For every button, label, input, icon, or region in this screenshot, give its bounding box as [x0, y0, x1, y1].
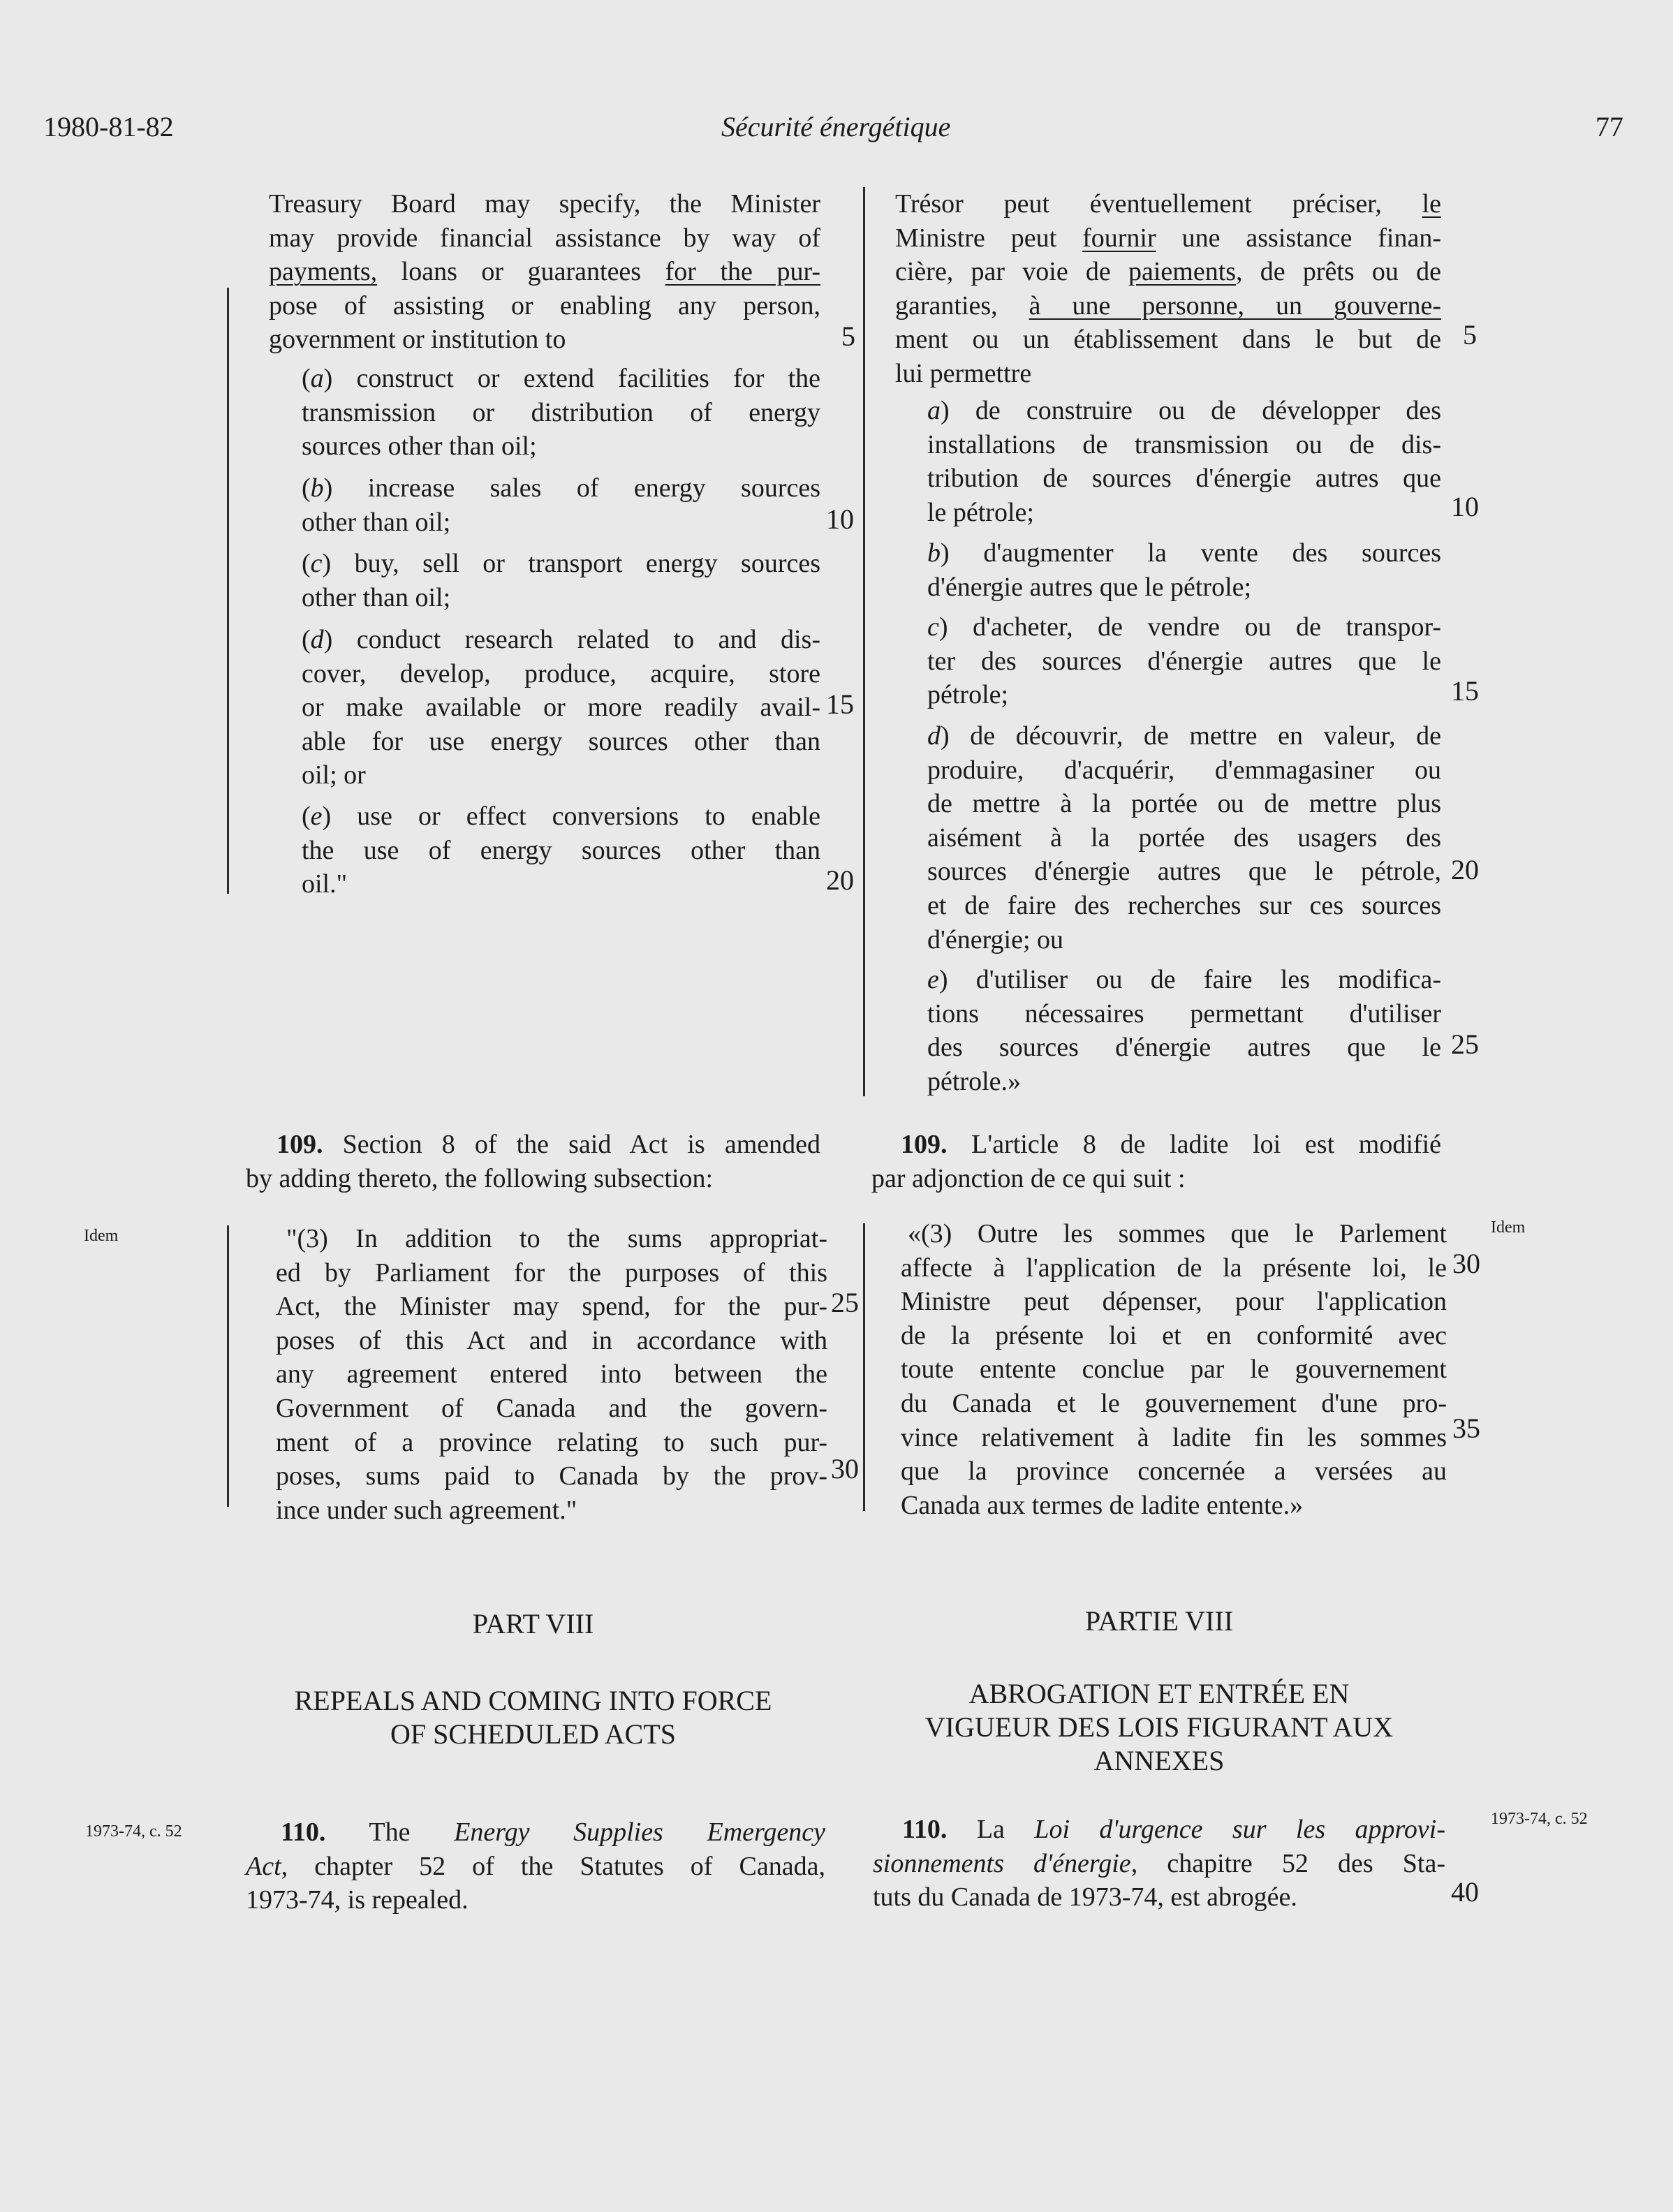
fr-s109-intro	[871, 1128, 1441, 1195]
en-item-line: other than oil;	[302, 507, 451, 537]
en-item-line: oil."	[302, 869, 348, 899]
en-s109-line: ince under such agreement."	[276, 1495, 577, 1525]
en-item-e	[302, 799, 820, 901]
en-s109-line: Act, the Minister may spend, for the pur-	[276, 1292, 827, 1322]
en-item-line: oil; or	[302, 760, 366, 790]
revision-bar	[227, 288, 229, 894]
fr-item-line: sources d'énergie autres que le pétrole,	[927, 857, 1441, 887]
fr-intro-line: ment ou un établissement dans le but de	[895, 325, 1441, 355]
en-s110-line: Act, chapter 52 of the Statutes of Canada,	[246, 1851, 825, 1881]
fr-s110-line: tuts du Canada de 1973-74, est abrogée.	[873, 1882, 1297, 1912]
fr-item-c	[927, 610, 1441, 712]
fr-s109-line: vince relativement à ladite fin les sommes	[901, 1422, 1447, 1452]
fr-item-line: ter des sources d'énergie autres que le	[927, 646, 1441, 676]
en-s109-line: ed by Parliament for the purposes of this	[276, 1258, 827, 1288]
en-s109-line: ment of a province relating to such pur-	[276, 1427, 827, 1457]
en-s110-line: 1973-74, is repealed.	[246, 1885, 469, 1915]
fr-item-line: a) de construire ou de développer des	[927, 396, 1441, 425]
en-part-number: PART VIII	[472, 1608, 594, 1639]
fr-s109-line: de la présente loi et en conformité avec	[901, 1320, 1447, 1350]
fr-intro-line: garanties, à une personne, un gouverne-	[895, 290, 1442, 320]
margin-note-ref: 1973-74, c. 52	[1491, 1810, 1588, 1828]
en-item-line: (a) construct or extend facilities for the	[302, 364, 820, 393]
fr-s110-line: sionnements d'énergie, chapitre 52 des Sta-	[873, 1848, 1446, 1878]
en-item-line: (d) conduct research related to and dis-	[302, 625, 820, 654]
en-item-line: transmission or distribution of energy	[302, 397, 820, 427]
fr-item-line: tribution de sources d'énergie autres que	[927, 464, 1441, 494]
fr-intro	[895, 187, 1441, 391]
page-number: 77	[1595, 111, 1623, 142]
en-s109-line: poses of this Act and in accordance with	[276, 1325, 827, 1355]
en-item-line: cover, develop, produce, acquire, store	[302, 658, 820, 688]
line-number: 15	[826, 688, 854, 720]
en-s109-line: poses, sums paid to Canada by the prov-	[276, 1461, 827, 1491]
fr-item-e	[927, 963, 1441, 1098]
en-item-line: (e) use or effect conversions to enable	[302, 802, 820, 831]
line-number: 35	[1452, 1413, 1480, 1444]
fr-s109-line: «(3) Outre les sommes que le Parlement	[908, 1219, 1447, 1248]
fr-s109-line: affecte à l'application de la présente loi, le	[901, 1253, 1447, 1283]
fr-item-line: pétrole;	[927, 680, 1009, 710]
fr-part-title-line: ANNEXES	[1093, 1745, 1225, 1776]
en-s109-line: by adding thereto, the following subsection:	[246, 1163, 714, 1193]
fr-s109-line: du Canada et le gouvernement d'une pro-	[901, 1388, 1447, 1418]
fr-item-line: produire, d'acquérir, d'emmagasiner ou	[927, 755, 1441, 785]
fr-s109-line: que la province concernée a versées au	[901, 1457, 1447, 1487]
line-number: 20	[826, 864, 854, 896]
fr-s109-line: Canada aux termes de ladite entente.»	[901, 1490, 1304, 1520]
fr-item-line: le pétrole;	[927, 497, 1034, 527]
fr-item-line: e) d'utiliser ou de faire les modifica-	[927, 965, 1441, 994]
en-item-b	[302, 471, 820, 539]
en-item-line: able for use energy sources other than	[302, 726, 820, 756]
en-s109-intro	[246, 1128, 820, 1195]
en-s109-line: Government of Canada and the govern-	[276, 1393, 827, 1423]
fr-item-line: d) de découvrir, de mettre en valeur, de	[927, 721, 1441, 751]
en-intro-line: pose of assisting or enabling any person,	[269, 290, 820, 320]
line-number: 25	[1451, 1028, 1479, 1060]
fr-s109-line: 109. L'article 8 de ladite loi est modifié	[901, 1130, 1441, 1159]
en-item-line: sources other than oil;	[302, 432, 537, 462]
en-s109-line: "(3) In addition to the sums appropriat-	[286, 1224, 827, 1253]
fr-item-line: pétrole.»	[927, 1066, 1022, 1096]
line-number: 10	[826, 503, 854, 535]
en-item-line: (c) buy, sell or transport energy sources	[302, 549, 820, 578]
fr-part-title-line: ABROGATION ET ENTRÉE EN	[968, 1678, 1350, 1709]
en-part-title-line: OF SCHEDULED ACTS	[390, 1718, 676, 1750]
fr-item-d	[927, 719, 1441, 957]
fr-item-line: c) d'acheter, de vendre ou de transpor-	[927, 612, 1441, 642]
en-item-line: the use of energy sources other than	[302, 835, 820, 865]
line-number: 30	[831, 1453, 859, 1484]
fr-s110	[873, 1813, 1445, 1915]
fr-s109-text	[901, 1217, 1447, 1522]
en-item-c	[302, 547, 820, 614]
en-item-line: other than oil;	[302, 582, 451, 612]
fr-part-number: PARTIE VIII	[1084, 1605, 1234, 1637]
fr-intro-line: Trésor peut éventuellement préciser, le	[895, 189, 1441, 219]
fr-s109-line: par adjonction de ce qui suit :	[871, 1163, 1186, 1193]
line-number: 30	[1452, 1248, 1480, 1279]
fr-s110-line: 110. La Loi d'urgence sur les approvi-	[902, 1815, 1445, 1844]
revision-bar	[227, 1225, 229, 1507]
en-s109-text	[276, 1222, 827, 1527]
revision-bar	[863, 187, 865, 1096]
line-number: 5	[1463, 319, 1477, 351]
revision-bar	[863, 1223, 865, 1511]
en-intro-line: Treasury Board may specify, the Minister	[269, 189, 820, 219]
en-s110-line: 110. The Energy Supplies Emergency	[281, 1817, 825, 1847]
en-intro	[269, 187, 820, 357]
fr-part-title	[873, 1677, 1445, 1778]
en-item-d	[302, 623, 820, 792]
fr-s109-line: Ministre peut dépenser, pour l'application	[901, 1287, 1447, 1317]
line-number: 20	[1451, 854, 1479, 885]
en-s110	[246, 1815, 825, 1917]
line-number: 40	[1451, 1876, 1479, 1908]
fr-item-line: d'énergie autres que le pétrole;	[927, 572, 1252, 602]
margin-note-idem: Idem	[84, 1227, 119, 1245]
line-number: 10	[1451, 491, 1479, 522]
header-year: 1980-81-82	[43, 111, 174, 142]
fr-item-line: tions nécessaires permettant d'utiliser	[927, 998, 1441, 1028]
fr-item-line: de mettre à la portée ou de mettre plus	[927, 789, 1441, 819]
fr-part-title-line: VIGUEUR DES LOIS FIGURANT AUX	[924, 1711, 1394, 1743]
fr-item-line: aisément à la portée des usagers des	[927, 823, 1441, 853]
en-item-line: or make available or more readily avail-	[302, 693, 820, 723]
fr-intro-line: Ministre peut fournir une assistance finan-	[895, 223, 1441, 253]
fr-item-line: et de faire des recherches sur ces sources	[927, 890, 1441, 920]
fr-s109-line: toute entente conclue par le gouvernement	[901, 1355, 1447, 1385]
header-title: Sécurité énergétique	[721, 111, 951, 142]
fr-intro-line: cière, par voie de paiements, de prêts ou de	[895, 257, 1441, 287]
fr-intro-line: lui permettre	[895, 358, 1032, 388]
fr-item-line: des sources d'énergie autres que le	[927, 1033, 1441, 1063]
en-s109-line: any agreement entered into between the	[276, 1359, 827, 1389]
fr-item-a	[927, 394, 1441, 529]
fr-item-line: d'énergie; ou	[927, 924, 1064, 954]
line-number: 25	[831, 1287, 859, 1318]
fr-item-line: b) d'augmenter la vente des sources	[927, 538, 1441, 568]
margin-note-ref: 1973-74, c. 52	[85, 1822, 182, 1841]
en-part-title	[246, 1684, 820, 1751]
en-item-line: (b) increase sales of energy sources	[302, 473, 820, 503]
margin-note-idem: Idem	[1491, 1218, 1526, 1237]
en-intro-line: may provide financial assistance by way of	[269, 223, 820, 253]
en-intro-line: payments, loans or guarantees for the pur-	[269, 257, 820, 287]
line-number: 5	[841, 320, 855, 352]
fr-item-line: installations de transmission ou de dis-	[927, 429, 1441, 459]
en-item-a	[302, 362, 820, 464]
en-part-title-line: REPEALS AND COMING INTO FORCE	[294, 1685, 772, 1716]
en-s109-line: 109. Section 8 of the said Act is amended	[277, 1130, 820, 1159]
fr-item-b	[927, 536, 1441, 604]
en-intro-line: government or institution to	[269, 325, 566, 355]
line-number: 15	[1451, 675, 1479, 707]
